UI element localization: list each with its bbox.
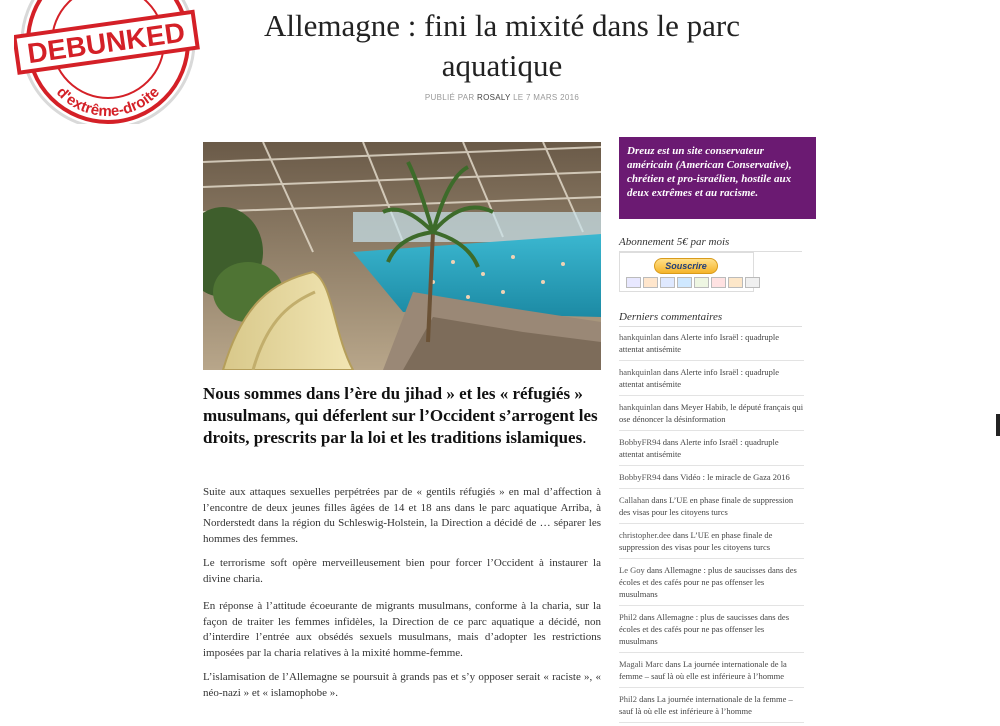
article-paragraph: Suite aux attaques sexuelles perpétrées par de « gentils réfugiés » en mal d’affection à l’encontre de deux jeunes filles âgées de 14 et 18 ans dans le parc aquatique Arriba, à Norderstedt dans la région du Schleswig-Holstein, la Direction a décidé de … séparer les hommes des femmes. <box>203 486 601 545</box>
comment-sep: dans <box>661 402 681 412</box>
comment-item <box>619 691 804 723</box>
comment-post-link[interactable]: Allemagne : plus de saucisses dans des écoles et des cafés pour ne pas offenser les musulmans <box>619 565 797 599</box>
scroll-indicator[interactable] <box>996 414 1000 436</box>
card-icon <box>694 277 709 288</box>
comment-item <box>619 562 804 606</box>
comment-post-link[interactable]: Alerte info Israël : quadruple attentat antisémite <box>619 332 780 354</box>
comment-sep: dans <box>661 332 681 342</box>
card-icon <box>745 277 760 288</box>
comment-sep: dans <box>660 437 680 447</box>
hero-image <box>203 142 601 370</box>
article-paragraph: Le terrorisme soft opère merveilleusement bien pour forcer l’Occident à instaurer la divine charia. <box>203 557 601 585</box>
comment-item <box>619 434 804 466</box>
recent-comments-list <box>619 329 804 726</box>
comment-post-link[interactable]: Allemagne : plus de saucisses dans des écoles et des cafés pour ne pas offenser les musulmans <box>619 612 789 646</box>
stamp-center-text: DEBUNKED <box>25 16 187 70</box>
comment-sep: dans <box>663 659 683 669</box>
card-icon <box>711 277 726 288</box>
comment-author[interactable]: christopher.dee <box>619 530 671 540</box>
comment-post-link[interactable]: Alerte info Israël : quadruple attentat antisémite <box>619 437 779 459</box>
comment-item <box>619 527 804 559</box>
lead-end: . <box>582 428 587 447</box>
comment-sep: dans <box>649 495 670 505</box>
comment-item <box>619 469 804 489</box>
article-paragraph: En réponse à l’attitude écoeurante de migrants musulmans, conforme à la charia, sur la façon de traiter les femmes infidèles, la Direction de ce parc aquatique a décidé, non d’interdire l’entrée aux obsédés sexuels musulmans, mais d’adopter les restrictions imposées par la charia relatives à la mixité homme-femme. <box>203 600 601 659</box>
comment-sep: dans <box>644 565 665 575</box>
comment-author[interactable]: Le Goy <box>619 565 645 575</box>
comment-item <box>619 399 804 431</box>
comment-post-link[interactable]: La journée internationale de la femme – sauf là où elle est inférieure à l’homme <box>619 694 793 716</box>
article-title: Allemagne : fini la mixité dans le parc aquatique <box>263 8 741 83</box>
comment-author[interactable]: hankquinlan <box>619 332 662 342</box>
byline-date: LE 7 MARS 2016 <box>513 93 580 102</box>
comments-heading: Derniers commentaires <box>619 311 802 327</box>
subscribe-button[interactable]: Souscrire <box>654 258 718 274</box>
card-icon <box>660 277 675 288</box>
payment-cards <box>626 277 760 287</box>
comment-post-link[interactable]: Alerte info Israël : quadruple attentat antisémite <box>619 367 780 389</box>
comment-author[interactable]: Callahan <box>619 495 650 505</box>
comment-author[interactable]: Magali Marc <box>619 659 664 669</box>
byline-prefix: PUBLIÉ PAR <box>424 93 475 102</box>
card-icon <box>677 277 692 288</box>
paypal-widget <box>619 252 754 292</box>
card-icon <box>643 277 658 288</box>
comment-item <box>619 364 804 396</box>
lead-text: Nous sommes dans l’ère du jihad » et les « réfugiés » musulmans, qui déferlent sur l’Occident s’arrogent les droits, prescrits par la loi et les traditions islamiques <box>203 384 598 447</box>
comment-author[interactable]: Phil2 <box>619 612 637 622</box>
debunked-stamp <box>14 0 202 124</box>
comment-author[interactable]: hankquinlan <box>619 367 662 377</box>
comment-sep: dans <box>660 472 681 482</box>
article-lead <box>203 383 603 449</box>
comment-post-link[interactable]: Vidéo : le miracle de Gaza 2016 <box>680 472 790 482</box>
comment-post-link[interactable]: La journée internationale de la femme – sauf là où elle est inférieure à l’homme <box>619 659 787 681</box>
comment-sep: dans <box>661 367 681 377</box>
comment-author[interactable]: BobbyFR94 <box>619 437 661 447</box>
subscription-heading: Abonnement 5€ par mois <box>619 236 802 252</box>
card-icon <box>626 277 641 288</box>
comment-post-link[interactable]: Meyer Habib, le député français qui ose dénoncer la désinformation <box>619 402 804 424</box>
article-paragraph: L’islamisation de l’Allemagne se poursuit à grands pas et s’y opposer serait « raciste », « néo-nazi » et « islamophobe ». <box>203 671 601 699</box>
comment-author[interactable]: hankquinlan <box>619 402 662 412</box>
byline-author[interactable]: ROSALY <box>477 93 511 102</box>
comment-sep: dans <box>670 530 691 540</box>
comment-item <box>619 656 804 688</box>
comment-sep: dans <box>636 612 657 622</box>
stamp-bottom-text: d'extrême-droite <box>53 83 163 121</box>
comment-sep: dans <box>636 694 657 704</box>
byline <box>210 93 794 102</box>
comment-author[interactable]: Phil2 <box>619 694 637 704</box>
comment-post-link[interactable]: L’UE en phase finale de suppression des visas pour les citoyens turcs <box>619 530 773 552</box>
comment-author[interactable]: BobbyFR94 <box>619 472 661 482</box>
card-icon <box>728 277 743 288</box>
comment-post-link[interactable]: L’UE en phase finale de suppression des visas pour les citoyens turcs <box>619 495 794 517</box>
comment-item <box>619 492 804 524</box>
comment-item <box>619 609 804 653</box>
sidebar-promo[interactable]: Dreuz est un site conservateur américain (American Conservative), chrétien et pro-israélien, hostile aux deux extrêmes et au racisme. <box>619 137 816 219</box>
comment-item <box>619 329 804 361</box>
